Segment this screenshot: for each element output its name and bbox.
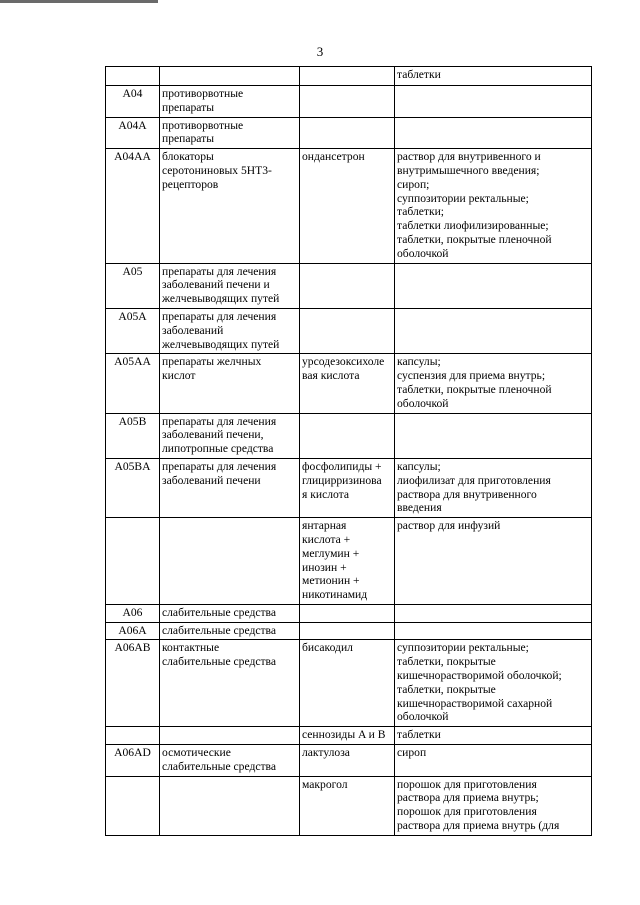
cell-form <box>395 117 592 149</box>
table-row <box>106 518 592 605</box>
cell-substance <box>300 86 395 118</box>
table-row <box>106 149 592 263</box>
cell-substance: фосфолипиды + глицирризинова я кислота <box>300 458 395 517</box>
cell-form: таблетки <box>395 67 592 86</box>
cell-substance: ондансетрон <box>300 149 395 263</box>
cell-form <box>395 622 592 640</box>
cell-code <box>106 518 160 605</box>
cell-group <box>160 67 300 86</box>
cell-form <box>395 604 592 622</box>
cell-group: блокаторы серотониновых 5НТ3- рецепторов <box>160 149 300 263</box>
cell-substance <box>300 413 395 458</box>
cell-group: контактные слабительные средства <box>160 640 300 727</box>
cell-code: A06AD <box>106 745 160 777</box>
table-row <box>106 263 592 308</box>
table-row <box>106 776 592 835</box>
cell-form: сироп <box>395 745 592 777</box>
scan-edge-mark <box>0 0 158 3</box>
cell-group <box>160 518 300 605</box>
table-row <box>106 727 592 745</box>
drug-table <box>105 66 592 836</box>
cell-form: капсулы; лиофилизат для приготовления раствора для внутривенного введения <box>395 458 592 517</box>
table-row <box>106 745 592 777</box>
table-row <box>106 354 592 413</box>
cell-substance: янтарная кислота + меглумин + инозин + метионин + никотинамид <box>300 518 395 605</box>
cell-group: противорвотные препараты <box>160 117 300 149</box>
cell-form <box>395 413 592 458</box>
cell-form: раствор для внутривенного и внутримышечного введения; сироп; суппозитории ректальные; таблетки; таблетки лиофилизированные; таблетки, покрытые пленочной оболочкой <box>395 149 592 263</box>
cell-code: A05B <box>106 413 160 458</box>
cell-form: суппозитории ректальные; таблетки, покрытые кишечнорастворимой оболочкой; таблетки, покрытые кишечнорастворимой сахарной оболочкой <box>395 640 592 727</box>
table-row <box>106 86 592 118</box>
cell-substance <box>300 263 395 308</box>
table-row <box>106 67 592 86</box>
cell-form <box>395 308 592 353</box>
cell-form: таблетки <box>395 727 592 745</box>
cell-code: A06A <box>106 622 160 640</box>
cell-substance: лактулоза <box>300 745 395 777</box>
table-row <box>106 117 592 149</box>
page-number: 3 <box>316 44 324 59</box>
cell-code <box>106 727 160 745</box>
cell-group <box>160 727 300 745</box>
cell-form: раствор для инфузий <box>395 518 592 605</box>
cell-group: препараты для лечения заболеваний печени и желчевыводящих путей <box>160 263 300 308</box>
cell-group: слабительные средства <box>160 622 300 640</box>
cell-code <box>106 776 160 835</box>
table-row <box>106 640 592 727</box>
cell-code: A04 <box>106 86 160 118</box>
cell-group: препараты для лечения заболеваний желчевыводящих путей <box>160 308 300 353</box>
cell-code <box>106 67 160 86</box>
cell-group: препараты для лечения заболеваний печени, липотропные средства <box>160 413 300 458</box>
cell-substance <box>300 622 395 640</box>
cell-code: A05 <box>106 263 160 308</box>
cell-form <box>395 86 592 118</box>
cell-form <box>395 263 592 308</box>
table-row <box>106 413 592 458</box>
cell-group: слабительные средства <box>160 604 300 622</box>
cell-form: порошок для приготовления раствора для приема внутрь; порошок для приготовления раствора для приема внутрь (для <box>395 776 592 835</box>
cell-code: A04A <box>106 117 160 149</box>
cell-group: осмотические слабительные средства <box>160 745 300 777</box>
cell-substance: сеннозиды A и B <box>300 727 395 745</box>
cell-group: препараты для лечения заболеваний печени <box>160 458 300 517</box>
cell-substance: бисакодил <box>300 640 395 727</box>
cell-group: противорвотные препараты <box>160 86 300 118</box>
cell-substance <box>300 67 395 86</box>
cell-group <box>160 776 300 835</box>
table-row <box>106 458 592 517</box>
table-row <box>106 622 592 640</box>
cell-form: капсулы; суспензия для приема внутрь; таблетки, покрытые пленочной оболочкой <box>395 354 592 413</box>
cell-code: A05BA <box>106 458 160 517</box>
cell-code: A06AB <box>106 640 160 727</box>
cell-substance <box>300 308 395 353</box>
cell-group: препараты желчных кислот <box>160 354 300 413</box>
cell-substance <box>300 604 395 622</box>
cell-code: A06 <box>106 604 160 622</box>
cell-code: A04AA <box>106 149 160 263</box>
cell-substance <box>300 117 395 149</box>
table-row <box>106 308 592 353</box>
cell-code: A05AA <box>106 354 160 413</box>
table-row <box>106 604 592 622</box>
cell-substance: макрогол <box>300 776 395 835</box>
cell-code: A05A <box>106 308 160 353</box>
cell-substance: урсодезоксихоле вая кислота <box>300 354 395 413</box>
